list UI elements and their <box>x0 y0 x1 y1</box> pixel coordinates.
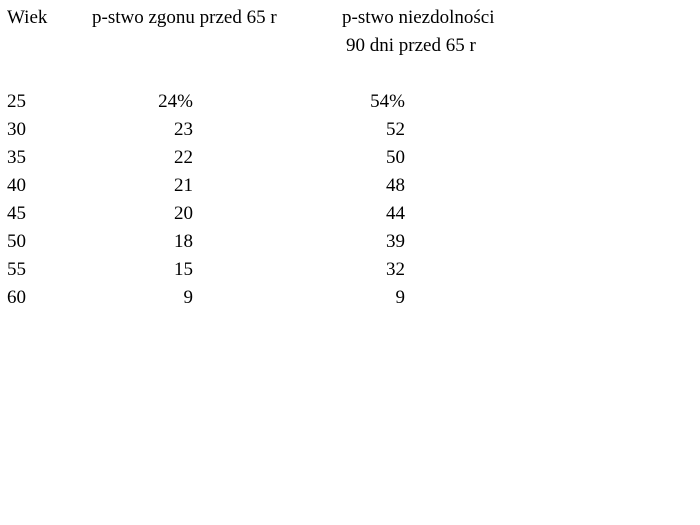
row-6-disability: 39 <box>386 231 405 252</box>
row-6-death: 18 <box>174 231 193 252</box>
row-7-disability: 32 <box>386 259 405 280</box>
row-1-age: 25 <box>7 91 26 112</box>
row-3-disability: 50 <box>386 147 405 168</box>
row-2-death: 23 <box>174 119 193 140</box>
row-2-age: 30 <box>7 119 26 140</box>
row-8-disability: 9 <box>395 287 405 308</box>
row-5-death: 20 <box>174 203 193 224</box>
row-6-age: 50 <box>7 231 26 252</box>
header-death-probability: p-stwo zgonu przed 65 r <box>92 7 277 28</box>
header-disability-probability-line2: 90 dni przed 65 r <box>346 35 476 56</box>
row-2-disability: 52 <box>386 119 405 140</box>
row-8-age: 60 <box>7 287 26 308</box>
row-3-death: 22 <box>174 147 193 168</box>
header-disability-probability-line1: p-stwo niezdolności <box>342 7 495 28</box>
row-4-death: 21 <box>174 175 193 196</box>
row-7-death: 15 <box>174 259 193 280</box>
row-7-age: 55 <box>7 259 26 280</box>
header-age: Wiek <box>7 7 48 28</box>
row-5-age: 45 <box>7 203 26 224</box>
row-4-disability: 48 <box>386 175 405 196</box>
row-4-age: 40 <box>7 175 26 196</box>
row-5-disability: 44 <box>386 203 405 224</box>
row-1-disability: 54% <box>370 91 405 112</box>
row-8-death: 9 <box>183 287 193 308</box>
row-3-age: 35 <box>7 147 26 168</box>
row-1-death: 24% <box>158 91 193 112</box>
